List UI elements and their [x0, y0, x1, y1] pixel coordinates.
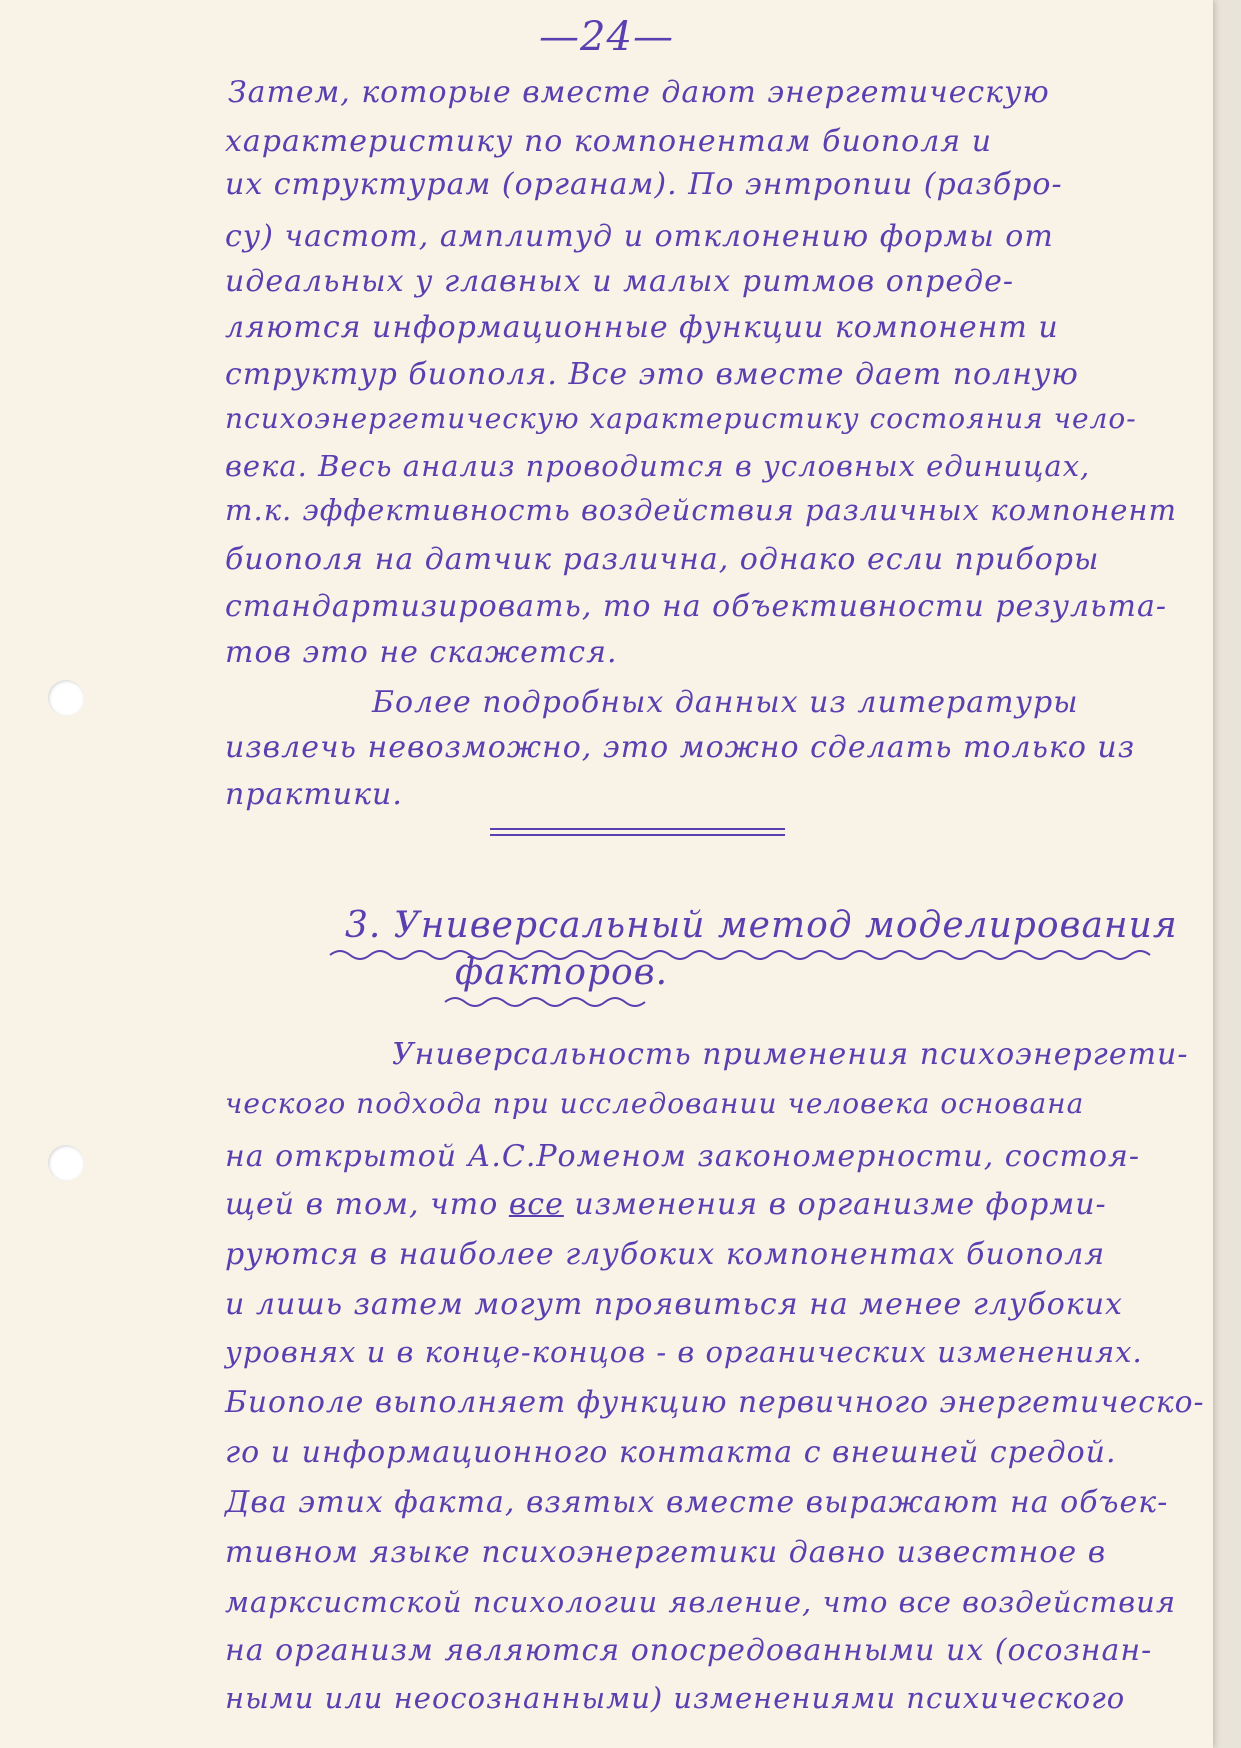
section-heading: 3. Универсальный метод моделирования — [345, 905, 1178, 946]
text-line: характеристику по компонентам биополя и — [225, 124, 993, 159]
text-line: психоэнергетическую характеристику состояния чело- — [225, 402, 1137, 435]
section-heading-continued: факторов. — [455, 952, 669, 993]
text-fragment: щей в том, что — [225, 1187, 509, 1222]
text-line: ными или неосознанными) изменениями психического — [225, 1681, 1126, 1715]
text-line: ляются информационные функции компонент и — [225, 310, 1059, 345]
section-divider — [490, 834, 785, 836]
text-line — [225, 1187, 1205, 1222]
text-line: на организм являются опосредованными их (осознан- — [225, 1633, 1153, 1668]
text-line: и лишь затем могут проявиться на менее глубоких — [225, 1287, 1123, 1322]
text-line: руются в наиболее глубоких компонентах биополя — [225, 1237, 1106, 1272]
text-line: тивном языке психоэнергетики давно известное в — [225, 1535, 1107, 1570]
punch-hole-top — [48, 680, 84, 716]
text-line: Более подробных данных из литературы — [372, 685, 1079, 720]
text-line: Биополе выполняет функцию первичного энергетическо- — [225, 1385, 1205, 1420]
heading-wavy-underline — [445, 994, 645, 1010]
text-line: го и информационного контакта с внешней средой. — [225, 1435, 1117, 1470]
text-line: уровнях и в конце-концов - в органических изменениях. — [225, 1335, 1143, 1369]
text-line: практики. — [225, 777, 403, 812]
text-line: су) частот, амплитуд и отклонению формы от — [225, 219, 1054, 254]
page-number: —24— — [539, 14, 674, 60]
text-line: Затем, которые вместе дают энергетическую — [228, 75, 1050, 110]
text-line: биополя на датчик различна, однако если приборы — [225, 542, 1100, 577]
text-line: их структурам (органам). По энтропии (разбро- — [225, 167, 1063, 202]
text-line: тов это не скажется. — [225, 635, 618, 670]
text-line: Два этих факта, взятых вместе выражают на объек- — [225, 1485, 1169, 1520]
text-line: ческого подхода при исследовании человека основана — [225, 1087, 1085, 1120]
text-line: извлечь невозможно, это можно сделать только из — [225, 730, 1136, 765]
section-divider — [490, 828, 785, 830]
text-line: структур биополя. Все это вместе дает полную — [225, 357, 1079, 392]
text-line: Универсальность применения психоэнергети- — [392, 1037, 1189, 1072]
text-fragment: изменения в организме форми- — [563, 1187, 1107, 1222]
text-line: стандартизировать, то на объективности результа- — [225, 589, 1167, 624]
text-line: марксистской психологии явление, что все воздействия — [225, 1585, 1177, 1619]
text-line: на открытой А.С.Роменом закономерности, состоя- — [225, 1139, 1140, 1174]
emphasized-word: все — [508, 1187, 564, 1222]
text-line: века. Весь анализ проводится в условных единицах, — [225, 449, 1091, 483]
text-line: т.к. эффективность воздействия различных компонент — [225, 493, 1178, 527]
punch-hole-bottom — [48, 1145, 84, 1181]
text-line: идеальных у главных и малых ритмов опреде- — [225, 264, 1015, 299]
